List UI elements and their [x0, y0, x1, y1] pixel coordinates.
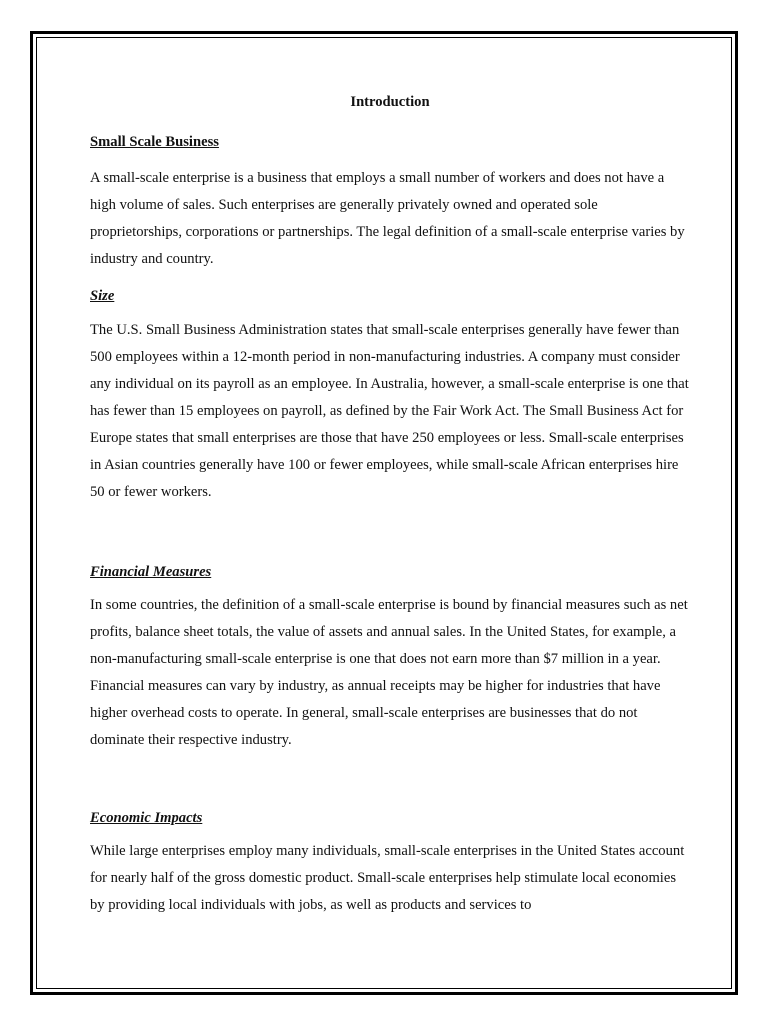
document-title: Introduction: [350, 94, 430, 110]
paragraph-size: The U.S. Small Business Administration states that small-scale enterprises generally have fewer than 500 employees within a 12-month period in non-manufacturing industries. A company must consider any individual on its payroll as an employee. In Australia, however, a small-scale enterprise is one that has fewer than 15 employees on payroll, as defined by the Fair Work Act. The Small Business Act for Europe states that small enterprises are those that have 250 employees or less. Small-scale enterprises in Asian countries generally have 100 or fewer employees, while small-scale African enterprises hire 50 or fewer workers.: [90, 322, 689, 500]
paragraph-financial-measures: In some countries, the definition of a small-scale enterprise is bound by financial measures such as net profits, balance sheet totals, the value of assets and annual sales. In the United States, for example, a non-manufacturing small-scale enterprise is one that does not earn more than $7 million in a year. Financial measures can vary by industry, as annual receipts may be higher for industries that have higher overhead costs to operate. In general, small-scale enterprises are businesses that do not dominate their respective industry.: [90, 597, 688, 748]
section-heading-financial-measures: Financial Measures: [90, 564, 212, 580]
section-heading-small-scale-business: Small Scale Business: [90, 134, 219, 150]
section-heading-economic-impacts: Economic Impacts: [90, 810, 203, 826]
section-heading-size: Size: [90, 288, 115, 304]
document-body: [90, 92, 690, 919]
paragraph-economic-impacts: While large enterprises employ many individuals, small-scale enterprises in the United States account for nearly half of the gross domestic product. Small-scale enterprises help stimulate local economies by providing local individuals with jobs, as well as products and services to: [90, 843, 685, 913]
paragraph-small-scale-business: A small-scale enterprise is a business that employs a small number of workers and does not have a high volume of sales. Such enterprises are generally privately owned and operated sole proprietorships, corporations or partnerships. The legal definition of a small-scale enterprise varies by industry and country.: [90, 170, 685, 267]
